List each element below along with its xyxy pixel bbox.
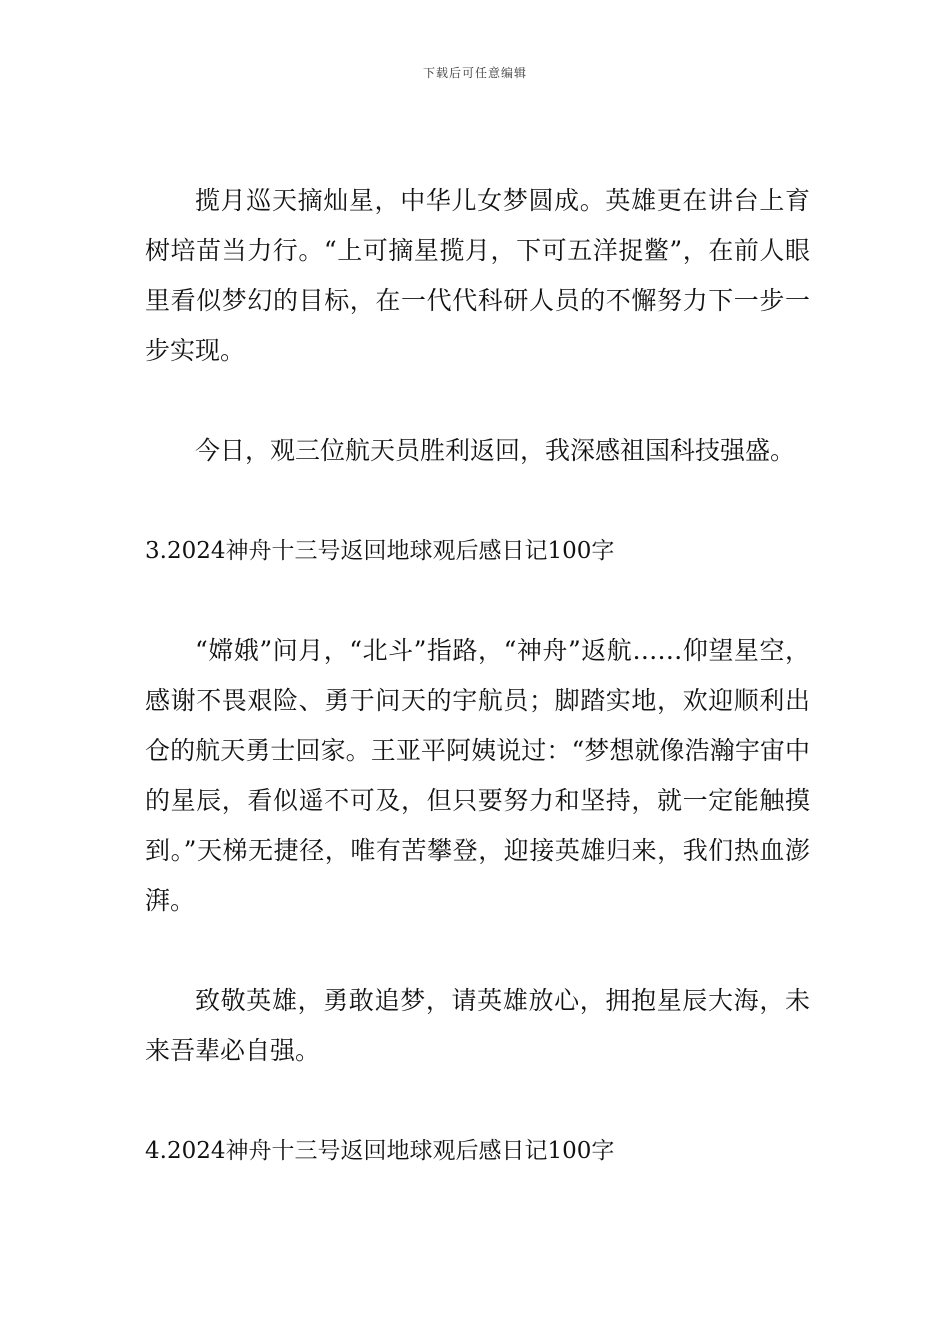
- section-heading-4: 4.2024神舟十三号返回地球观后感日记100字: [145, 1138, 615, 1164]
- page-header: 下载后可任意编辑: [422, 66, 527, 80]
- paragraph-intro: 揽月巡天摘灿星，中华儿女梦圆成。英雄更在讲台上育树培苗当力行。“上可摘星揽月，下可五洋捉鳖”，在前人眼里看似梦幻的目标，在一代代科研人员的不懈努力下一步一步实现。: [145, 186, 810, 365]
- paragraph-diary-3: “嫦娥”问月，“北斗”指路，“神舟”返航……仰望星空，感谢不畏艰险、勇于问天的宇航员；脚踏实地，欢迎顺利出仓的航天勇士回家。王亚平阿姨说过：“梦想就像浩瀚宇宙中的星辰，看似遥不可及，但只要努力和坚持，就一定能触摸到。”天梯无捷径，唯有苦攀登，迎接英雄归来，我们热血澎湃。: [145, 636, 810, 915]
- paragraph-salute: 致敬英雄，勇敢追梦，请英雄放心，拥抱星辰大海，未来吾辈必自强。: [145, 986, 810, 1065]
- paragraph-return: 今日，观三位航天员胜利返回，我深感祖国科技强盛。: [195, 436, 796, 465]
- section-heading-3: 3.2024神舟十三号返回地球观后感日记100字: [145, 538, 615, 564]
- document-body: [145, 176, 810, 1226]
